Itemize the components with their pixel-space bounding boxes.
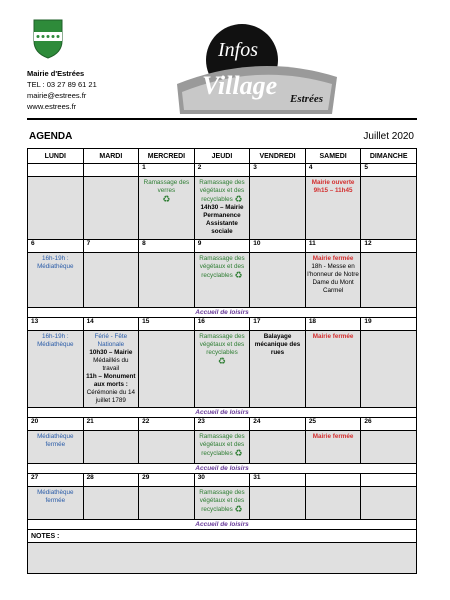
day-number: 4	[305, 164, 361, 177]
day-number: 6	[28, 240, 84, 253]
day-cell	[250, 177, 306, 240]
event-text: 14h30 – Mairie Permanence Assistante sociale	[200, 204, 244, 236]
event-text: Mairie fermée	[312, 255, 354, 262]
logo-top-text: Infos	[218, 39, 258, 61]
event-text: Médiathèque fermée	[37, 433, 74, 448]
day-number: 23	[194, 418, 250, 431]
day-number: 25	[305, 418, 361, 431]
logo-main-text: Village	[202, 71, 278, 100]
day-number: 16	[194, 318, 250, 331]
day-header: SAMEDI	[305, 149, 361, 164]
day-number: 27	[28, 474, 84, 487]
week-event-row	[28, 177, 417, 240]
day-number: 8	[139, 240, 195, 253]
infos-village-logo	[172, 22, 342, 114]
day-cell	[305, 177, 361, 240]
day-number: 21	[83, 418, 139, 431]
day-cell	[194, 431, 250, 464]
email-link[interactable]: mairie@estrees.fr	[27, 91, 87, 100]
loisirs-row	[28, 520, 417, 530]
day-cell	[250, 487, 306, 520]
event-text: 9h15 – 11h45	[313, 187, 353, 194]
day-cell	[194, 177, 250, 240]
event-text: Férié - Fête Nationale	[94, 333, 128, 348]
day-header: MARDI	[83, 149, 139, 164]
day-cell	[361, 487, 417, 520]
event-text: 16h-19h : Médiathèque	[37, 255, 74, 270]
day-cell	[139, 487, 195, 520]
day-cell	[305, 487, 361, 520]
day-number	[305, 474, 361, 487]
day-header: DIMANCHE	[361, 149, 417, 164]
day-number: 19	[361, 318, 417, 331]
loisirs-row	[28, 464, 417, 474]
loisirs-row	[28, 408, 417, 418]
event-text: Ramassage des végétaux et des recyclables	[199, 489, 245, 514]
day-cell	[139, 431, 195, 464]
weekday-header-row	[28, 149, 417, 164]
event-text: Ramassage des végétaux et des recyclables	[199, 333, 245, 356]
notes-row	[28, 530, 417, 543]
day-number: 13	[28, 318, 84, 331]
day-cell	[361, 177, 417, 240]
notes-field[interactable]	[28, 543, 417, 574]
day-number: 22	[139, 418, 195, 431]
day-number: 3	[250, 164, 306, 177]
day-cell	[250, 431, 306, 464]
logo-sub-text: Estrées	[290, 93, 323, 105]
day-number: 12	[361, 240, 417, 253]
day-cell	[305, 331, 361, 408]
contact-block	[27, 68, 97, 112]
event-text: Mairie fermée	[312, 433, 354, 440]
day-cell	[28, 253, 84, 308]
event-text: Cérémonie du 14 juillet 1789	[86, 389, 135, 404]
day-number: 18	[305, 318, 361, 331]
notes-label: NOTES :	[28, 530, 417, 543]
day-number: 7	[83, 240, 139, 253]
recycle-icon: ♻	[234, 448, 243, 458]
day-cell	[28, 331, 84, 408]
day-cell	[83, 331, 139, 408]
week-number-row	[28, 418, 417, 431]
recycle-icon: ♻	[234, 270, 243, 280]
day-cell	[28, 431, 84, 464]
day-header: JEUDI	[194, 149, 250, 164]
day-cell	[28, 177, 84, 240]
recycle-icon: ♻	[234, 194, 243, 204]
day-number: 11	[305, 240, 361, 253]
day-header: LUNDI	[28, 149, 84, 164]
day-number: 17	[250, 318, 306, 331]
week-event-row	[28, 331, 417, 408]
event-text: Ramassage des verres	[143, 179, 190, 194]
day-cell	[305, 253, 361, 308]
header-divider	[27, 118, 417, 120]
event-text: Ramassage des végétaux et des recyclables	[199, 433, 245, 458]
website-link[interactable]: www.estrees.fr	[27, 102, 77, 111]
recycle-icon: ♻	[234, 504, 243, 514]
coat-of-arms-icon	[33, 19, 63, 59]
loisirs-label: Accueil de loisirs	[28, 464, 417, 474]
day-cell	[83, 253, 139, 308]
loisirs-label: Accueil de loisirs	[28, 520, 417, 530]
day-number: 31	[250, 474, 306, 487]
day-number: 24	[250, 418, 306, 431]
day-cell	[361, 253, 417, 308]
week-number-row	[28, 164, 417, 177]
day-number	[83, 164, 139, 177]
day-cell	[250, 253, 306, 308]
day-cell	[83, 177, 139, 240]
event-text: Médaillés du travail	[93, 357, 129, 372]
day-cell	[361, 431, 417, 464]
event-text: Mairie ouverte	[311, 179, 355, 186]
day-number: 29	[139, 474, 195, 487]
day-cell	[28, 487, 84, 520]
day-number: 15	[139, 318, 195, 331]
phone: TEL : 03 27 89 61 21	[27, 80, 97, 89]
recycle-icon: ♻	[162, 194, 171, 204]
event-text: 11h – Monument aux morts :	[86, 373, 136, 388]
day-cell	[83, 487, 139, 520]
week-event-row	[28, 431, 417, 464]
day-cell	[361, 331, 417, 408]
event-text: 16h-19h : Médiathèque	[37, 333, 74, 348]
loisirs-row	[28, 308, 417, 318]
day-number: 2	[194, 164, 250, 177]
day-header: VENDREDI	[250, 149, 306, 164]
event-text: Ramassage des végétaux et des recyclables	[199, 179, 245, 204]
day-number: 1	[139, 164, 195, 177]
day-number: 5	[361, 164, 417, 177]
day-cell	[194, 253, 250, 308]
day-number: 20	[28, 418, 84, 431]
event-text: 18h - Messe en l'honneur de Notre Dame du Mont Carmel	[307, 263, 359, 294]
day-cell	[139, 253, 195, 308]
recycle-icon: ♻	[217, 356, 226, 366]
org-name: Mairie d'Estrées	[27, 69, 85, 78]
day-cell	[250, 331, 306, 408]
day-number: 26	[361, 418, 417, 431]
day-number	[361, 474, 417, 487]
day-number	[28, 164, 84, 177]
event-text: Balayage mécanique des rues	[254, 333, 301, 356]
agenda-title: AGENDA	[29, 131, 73, 142]
day-cell	[305, 431, 361, 464]
event-text: Mairie fermée	[312, 333, 354, 340]
day-number: 28	[83, 474, 139, 487]
event-text: Ramassage des végétaux et des recyclables	[199, 255, 245, 280]
week-event-row	[28, 253, 417, 308]
day-number: 14	[83, 318, 139, 331]
day-cell	[194, 331, 250, 408]
loisirs-label: Accueil de loisirs	[28, 408, 417, 418]
day-cell	[139, 177, 195, 240]
week-event-row	[28, 487, 417, 520]
day-cell	[139, 331, 195, 408]
day-cell	[83, 431, 139, 464]
calendar-table	[27, 148, 417, 574]
week-number-row	[28, 240, 417, 253]
day-number: 9	[194, 240, 250, 253]
day-number: 10	[250, 240, 306, 253]
event-text: 10h30 – Mairie	[89, 349, 133, 356]
week-number-row	[28, 318, 417, 331]
notes-area	[28, 543, 417, 574]
week-number-row	[28, 474, 417, 487]
event-text: Médiathèque fermée	[37, 489, 74, 504]
day-number: 30	[194, 474, 250, 487]
day-header: MERCREDI	[139, 149, 195, 164]
loisirs-label: Accueil de loisirs	[28, 308, 417, 318]
day-cell	[194, 487, 250, 520]
month-title: Juillet 2020	[363, 131, 414, 142]
